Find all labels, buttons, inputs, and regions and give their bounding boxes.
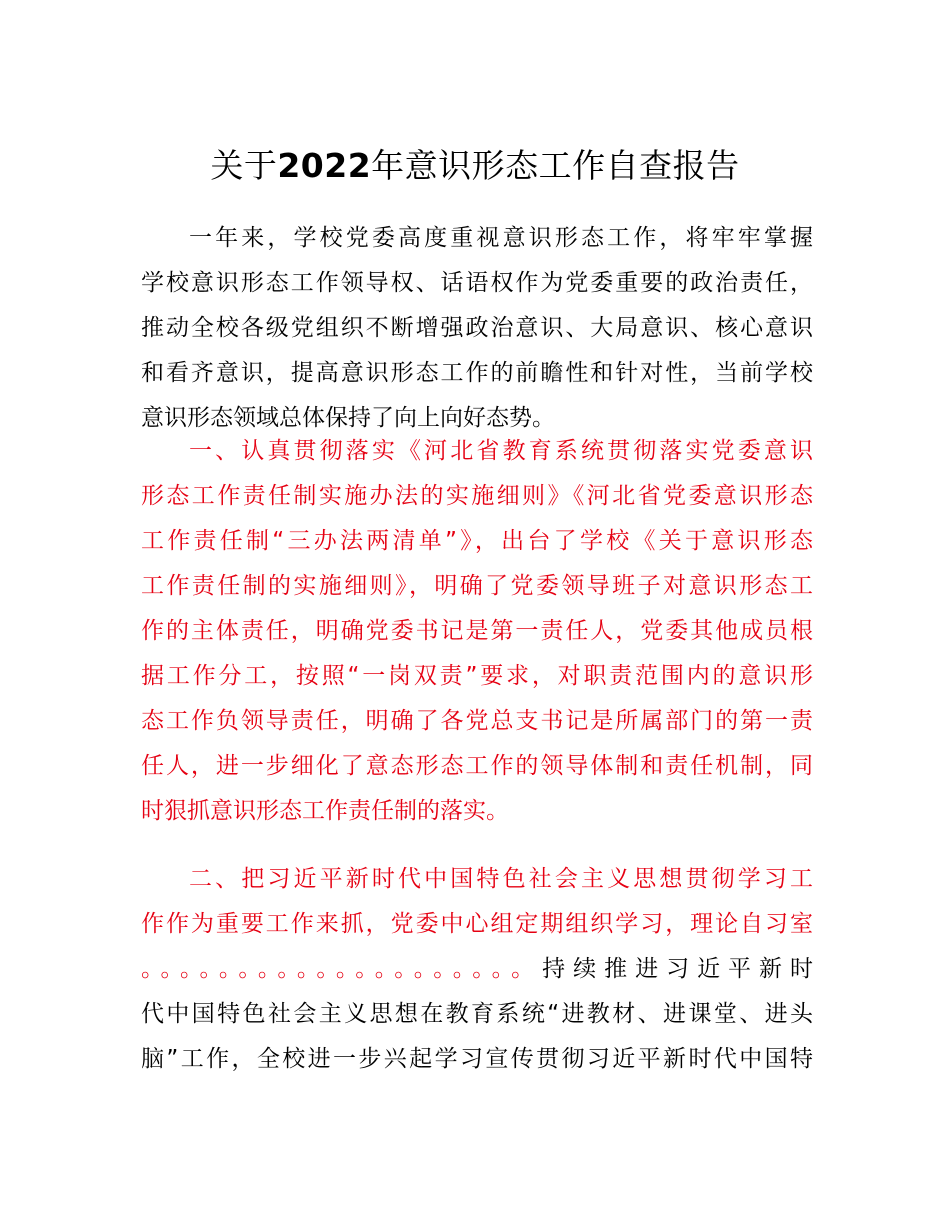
paragraph-line: 工作责任制的实施细则》，明确了党委领导班子对意识形态工: [141, 573, 813, 599]
paragraph-line: 工作责任制“三办法两清单”》，出台了学校《关于意识形态: [141, 528, 813, 554]
paragraph-line: 态工作负领导责任，明确了各党总支书记是所属部门的第一责: [141, 708, 813, 734]
paragraph-line-mixed: [141, 947, 813, 992]
paragraph-line: 一、认真贯彻落实《河北省教育系统贯彻落实党委意识: [189, 438, 813, 464]
paragraph-line: 学校意识形态工作领导权、话语权作为党委重要的政治责任，: [141, 270, 813, 296]
paragraph-intro: [141, 216, 813, 441]
paragraph-line: 一年来，学校党委高度重视意识形态工作，将牢牢掌握: [189, 225, 813, 251]
paragraph-line: 据工作分工，按照“一岗双责”要求，对职责范围内的意识形: [141, 663, 813, 689]
paragraph-line: 代中国特色社会主义思想在教育系统“进教材、进课堂、进头: [141, 1001, 813, 1027]
paragraph-line: 时狠抓意识形态工作责任制的落实。: [141, 798, 509, 824]
title-suffix: 年意识形态工作自查报告: [371, 146, 740, 185]
paragraph-line: 和看齐意识，提高意识形态工作的前瞻性和针对性，当前学校: [141, 360, 813, 386]
paragraph-line: 脑”工作，全校进一步兴起学习宣传贯彻习近平新时代中国特: [141, 1046, 813, 1072]
paragraph-line: 作作为重要工作来抓，党委中心组定期组织学习，理论自习室: [141, 911, 813, 937]
obscured-text: 。。。。。。。。。。。。。。。。。。。。: [141, 956, 543, 982]
paragraph-line: 推动全校各级党组织不断增强政治意识、大局意识、核心意识: [141, 315, 813, 341]
paragraph-line: 作的主体责任，明确党委书记是第一责任人，党委其他成员根: [141, 618, 813, 644]
paragraph-line: 意识形态领域总体保持了向上向好态势。: [141, 405, 555, 431]
paragraph-section-one: [141, 429, 813, 834]
paragraph-line: 形态工作责任制实施办法的实施细则》《河北省党委意识形态: [141, 483, 813, 509]
title-prefix: 关于: [210, 146, 278, 185]
document-title: [0, 138, 950, 194]
paragraph-section-two: [141, 857, 813, 1082]
paragraph-line: 任人，进一步细化了意态形态工作的领导体制和责任机制，同: [141, 753, 813, 779]
paragraph-text: 持续推进习近平新时: [542, 956, 814, 982]
title-year: 2022: [277, 146, 372, 185]
paragraph-line: 二、把习近平新时代中国特色社会主义思想贯彻学习工: [189, 866, 813, 892]
